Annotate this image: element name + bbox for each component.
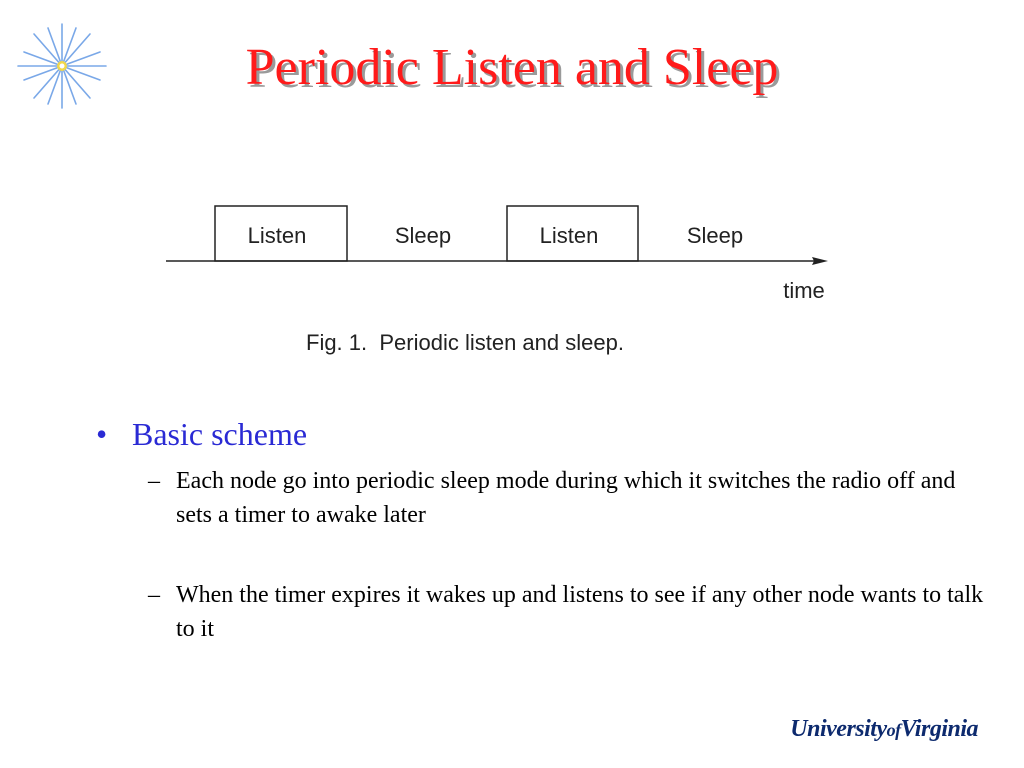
segment-label-2: Sleep — [394, 223, 452, 248]
sub-bullet-text: When the timer expires it wakes up and listens to see if any other node wants to talk to it — [176, 582, 984, 642]
figure-caption: Fig. 1. Periodic listen and sleep. — [306, 330, 624, 355]
sub-bullet-item — [148, 578, 996, 646]
segment-label-3: Listen — [539, 223, 599, 248]
bullet-marker: • — [96, 416, 108, 452]
segment-label-1: Listen — [247, 223, 307, 248]
logo-word-university: University — [790, 716, 887, 742]
bullet-basic-scheme — [96, 414, 996, 454]
sub-bullet-marker: – — [148, 468, 160, 494]
logo-word-of: of — [886, 720, 901, 740]
logo-word-virginia: Virginia — [900, 716, 978, 742]
segment-label-4: Sleep — [686, 223, 744, 248]
university-logo — [790, 716, 978, 743]
sub-bullet-text: Each node go into periodic sleep mode during which it switches the radio off and sets a timer to awake later — [176, 468, 956, 528]
sub-bullet-list — [96, 464, 996, 646]
bullet-main-text: Basic scheme — [132, 416, 308, 452]
time-arrow-head — [812, 257, 828, 265]
timeline-figure — [160, 196, 860, 366]
sub-bullet-marker: – — [148, 582, 160, 608]
sub-bullet-item — [148, 464, 996, 532]
slide-title: Periodic Listen and Sleep — [245, 39, 779, 96]
time-axis-label: time — [783, 278, 825, 303]
bullet-list — [96, 414, 996, 692]
